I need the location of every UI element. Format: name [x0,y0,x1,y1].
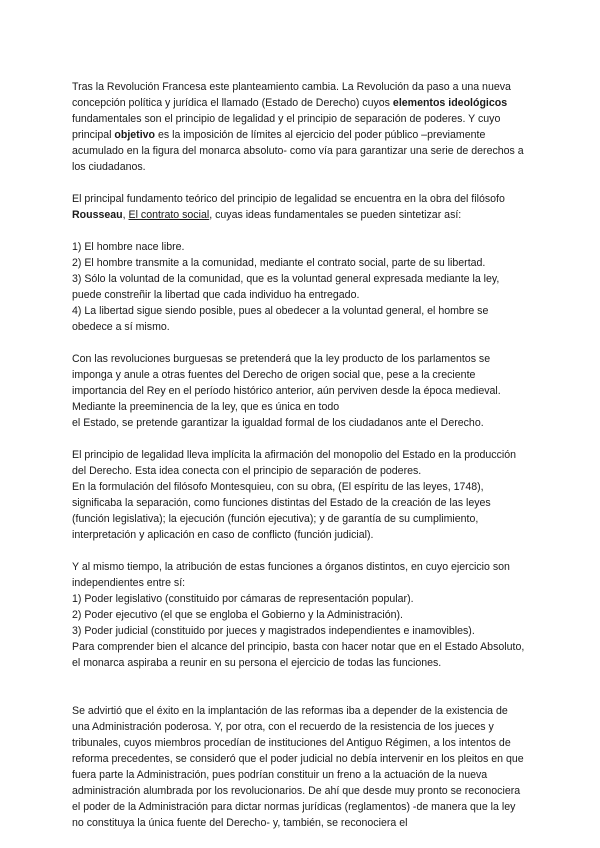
list-item: 3) Sólo la voluntad de la comunidad, que es la voluntad general expresada mediante la ley, puede constreñir la libertad que cada individuo ha entregado. [72,273,500,301]
paragraph-revoluciones-burguesas: Con las revoluciones burguesas se pretenderá que la ley producto de los parlamentos se imponga y anule a otras fuentes del Derecho de origen social que, pese a la creciente importancia del Rey en el período histórico anterior, aún perviven desde la época medieval. Mediante la preeminencia de la ley, que es única en todo [72,353,501,413]
paragraph-igualdad-formal: el Estado, se pretende garantizar la igualdad formal de los ciudadanos ante el Derecho. [72,417,484,429]
list-item: 2) El hombre transmite a la comunidad, mediante el contrato social, parte de su libertad. [72,257,486,269]
paragraph-estado-de-derecho: Tras la Revolución Francesa este planteamiento cambia. La Revolución da paso a una nueva concepción política y jurídica el llamado (Estado de Derecho) cuyos elementos ideológicos fundamentales son el principio de legalidad y el principio de separación de poderes. Y cuyo principal objetivo es la imposición de límites al ejercicio del poder público –previamente acumulado en la figura del monarca absoluto- como vía para garantizar una serie de derechos a los ciudadanos. [72,81,524,173]
list-item: 3) Poder judicial (constituido por jueces y magistrados independientes e inamovibles). [72,625,475,637]
list-item: 1) El hombre nace libre. [72,241,185,253]
bold-rousseau: Rousseau [72,209,123,221]
paragraph-rousseau: El principal fundamento teórico del principio de legalidad se encuentra en la obra del filósofo Rousseau, El contrato social, cuyas ideas fundamentales se pueden sintetizar así: [72,193,505,221]
bold-objetivo: objetivo [114,129,156,141]
underlined-contrato-social: El contrato social [128,209,210,221]
document-page [72,79,528,831]
paragraph-estado-absoluto: Para comprender bien el alcance del principio, basta con hacer notar que en el Estado Absoluto, el monarca aspiraba a reunir en su persona el ejercicio de todas las funciones. [72,641,525,669]
list-item: 1) Poder legislativo (constituido por cámaras de representación popular). [72,593,414,605]
paragraph-montesquieu: En la formulación del filósofo Montesquieu, con su obra, (El espíritu de las leyes, 1748), significaba la separación, como funciones distintas del Estado de la creación de las leyes (función legislativa); la ejecución (función ejecutiva); y de garantía de su cumplimiento, interpretación y aplicación en caso de conflicto (función judicial). [72,481,491,541]
bold-elementos-ideologicos: elementos ideológicos [392,97,508,109]
list-item: 4) La libertad sigue siendo posible, pues al obedecer a la voluntad general, el hombre se obedece a sí mismo. [72,305,489,333]
paragraph-monopolio-estado: El principio de legalidad lleva implícita la afirmación del monopolio del Estado en la producción del Derecho. Esta idea conecta con el principio de separación de poderes. [72,449,517,477]
paragraph-administracion-poderosa: Se advirtió que el éxito en la implantación de las reformas iba a depender de la existencia de una Administración poderosa. Y, por otra, con el recuerdo de la resistencia de los jueces y tribunales, cuyos miembros procedían de instituciones del Antiguo Régimen, a los intentos de reforma precedentes, se consideró que el poder judicial no debía intervenir en los pleitos en que fuera parte la Administración, pues podrían constituir un freno a la actuación de la nueva administración alumbrada por los revolucionarios. De ahí que desde muy pronto se reconociera el poder de la Administración para dictar normas jurídicas (reglamentos) -de manera que la ley no constituya la única fuente del Derecho- y, también, se reconociera el [72,705,524,829]
list-item: 2) Poder ejecutivo (el que se engloba el Gobierno y la Administración). [72,609,403,621]
paragraph-organos-distintos: Y al mismo tiempo, la atribución de estas funciones a órganos distintos, en cuyo ejercicio son independientes entre sí: [72,561,510,589]
